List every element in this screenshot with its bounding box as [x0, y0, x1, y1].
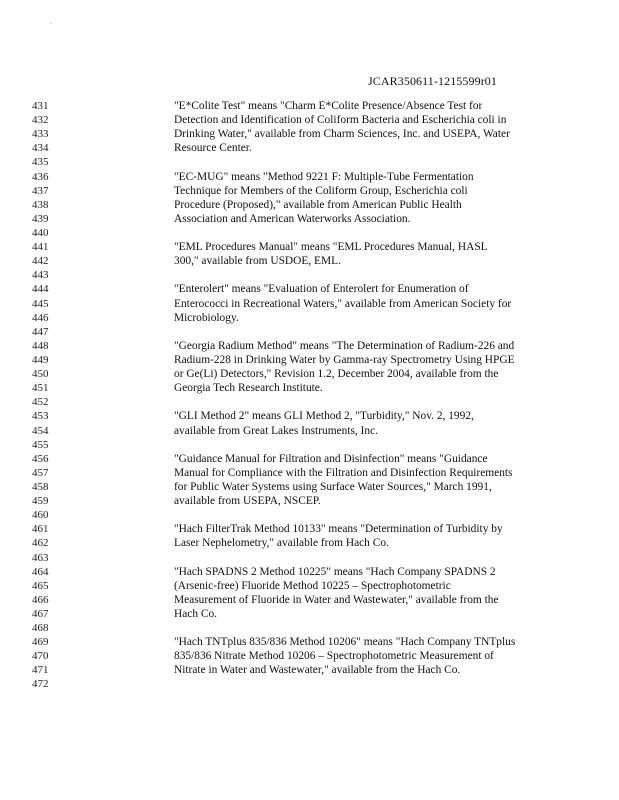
line-text: Detection and Identification of Coliform Bacteria and Escherichia coli in [174, 114, 507, 127]
line-number: 439 [32, 212, 49, 225]
text-line [0, 212, 619, 226]
line-number: 464 [32, 565, 49, 578]
line-text: or Ge(Li) Detectors," Revision 1.2, December 2004, available from the [174, 368, 499, 381]
text-line [0, 325, 619, 339]
line-text: Resource Center. [174, 142, 252, 155]
text-line [0, 480, 619, 494]
line-text: "Hach FilterTrak Method 10133" means "Determination of Turbidity by [174, 523, 503, 536]
text-line [0, 494, 619, 508]
line-text: "Enterolert" means "Evaluation of Enterolert for Enumeration of [174, 283, 469, 296]
line-text: Microbiology. [174, 311, 239, 324]
line-number: 444 [32, 283, 49, 296]
line-number: 447 [32, 325, 49, 338]
text-line [0, 677, 619, 691]
line-text: available from Great Lakes Instruments, Inc. [174, 424, 379, 437]
line-text: 300," available from USDOE, EML. [174, 255, 341, 268]
line-number: 445 [32, 297, 49, 310]
line-number: 462 [32, 537, 49, 550]
text-line [0, 141, 619, 155]
line-number: 470 [32, 650, 49, 663]
text-line [0, 381, 619, 395]
line-number: 437 [32, 184, 49, 197]
line-text: Georgia Tech Research Institute. [174, 382, 323, 395]
line-text: Radium-228 in Drinking Water by Gamma-ray Spectrometry Using HPGE [174, 353, 515, 366]
text-line [0, 452, 619, 466]
text-line [0, 438, 619, 452]
line-number: 468 [32, 622, 49, 635]
line-text: Laser Nephelometry," available from Hach Co. [174, 537, 389, 550]
text-line [0, 226, 619, 240]
text-line [0, 240, 619, 254]
text-line [0, 184, 619, 198]
text-line [0, 579, 619, 593]
line-number: 456 [32, 452, 49, 465]
text-line [0, 268, 619, 282]
line-text: "EML Procedures Manual" means "EML Procedures Manual, HASL [174, 241, 488, 254]
line-number: 454 [32, 424, 49, 437]
line-text: Manual for Compliance with the Filtration and Disinfection Requirements [174, 466, 513, 479]
line-number: 463 [32, 551, 49, 564]
line-number: 467 [32, 607, 49, 620]
line-text: Nitrate in Water and Wastewater," available from the Hach Co. [174, 664, 461, 677]
text-line [0, 536, 619, 550]
text-line [0, 127, 619, 141]
text-line [0, 113, 619, 127]
text-line [0, 649, 619, 663]
line-number: 452 [32, 396, 49, 409]
text-line [0, 99, 619, 113]
line-number: 458 [32, 480, 49, 493]
line-number: 449 [32, 353, 49, 366]
line-number: 443 [32, 269, 49, 282]
text-line [0, 508, 619, 522]
document-id: JCAR350611-1215599r01 [368, 74, 497, 88]
line-number: 457 [32, 466, 49, 479]
text-line [0, 395, 619, 409]
text-line [0, 551, 619, 565]
line-number: 435 [32, 156, 49, 169]
line-number: 433 [32, 128, 49, 141]
line-number: 451 [32, 382, 49, 395]
line-text: "EC-MUG" means "Method 9221 F: Multiple-Tube Fermentation [174, 170, 474, 183]
text-line [0, 311, 619, 325]
line-text: for Public Water Systems using Surface Water Sources," March 1991, [174, 480, 492, 493]
line-number: 455 [32, 438, 49, 451]
text-line [0, 254, 619, 268]
line-text: Drinking Water," available from Charm Sciences, Inc. and USEPA, Water [174, 128, 510, 141]
line-text: "Georgia Radium Method" means "The Determination of Radium-226 and [174, 339, 515, 352]
line-number: 441 [32, 241, 49, 254]
line-text: Procedure (Proposed)," available from American Public Health [174, 198, 462, 211]
line-number: 431 [32, 100, 49, 112]
line-number: 471 [32, 664, 49, 677]
text-line [0, 198, 619, 212]
text-line [0, 466, 619, 480]
text-line [0, 170, 619, 184]
text-line [0, 353, 619, 367]
line-text: "E*Colite Test" means "Charm E*Colite Presence/Absence Test for [174, 100, 483, 112]
line-text: 835/836 Nitrate Method 10206 – Spectrophotometric Measurement of [174, 650, 494, 663]
line-text: "Hach SPADNS 2 Method 10225" means "Hach Company SPADNS 2 [174, 565, 496, 578]
line-text: Measurement of Fluoride in Water and Wastewater," available from the [174, 593, 499, 606]
line-number: 436 [32, 170, 49, 183]
line-number: 442 [32, 255, 49, 268]
line-number: 434 [32, 142, 49, 155]
line-text: "Guidance Manual for Filtration and Disinfection" means "Guidance [174, 452, 488, 465]
line-text: Technique for Members of the Coliform Group, Escherichia coli [174, 184, 468, 197]
line-number: 438 [32, 198, 49, 211]
scan-mark: . [50, 20, 52, 26]
text-line [0, 282, 619, 296]
text-line [0, 663, 619, 677]
line-number: 472 [32, 678, 49, 691]
text-line [0, 409, 619, 423]
text-line [0, 339, 619, 353]
text-line [0, 607, 619, 621]
line-number: 432 [32, 114, 49, 127]
line-number: 450 [32, 368, 49, 381]
text-line [0, 565, 619, 579]
line-text: Hach Co. [174, 607, 218, 620]
text-line [0, 635, 619, 649]
line-number: 465 [32, 579, 49, 592]
text-line [0, 155, 619, 169]
line-number: 453 [32, 410, 49, 423]
line-text: "GLI Method 2" means GLI Method 2, "Turbidity," Nov. 2, 1992, [174, 410, 474, 423]
text-line [0, 367, 619, 381]
line-number: 440 [32, 226, 49, 239]
line-number: 448 [32, 339, 49, 352]
line-text: available from USEPA, NSCEP. [174, 495, 321, 508]
line-number: 460 [32, 509, 49, 522]
line-text: Association and American Waterworks Association. [174, 212, 411, 225]
numbered-text-body [0, 99, 619, 692]
line-number: 459 [32, 495, 49, 508]
text-line [0, 621, 619, 635]
text-line [0, 424, 619, 438]
text-line [0, 593, 619, 607]
text-line [0, 297, 619, 311]
line-number: 461 [32, 523, 49, 536]
line-text: (Arsenic-free) Fluoride Method 10225 – Spectrophotometric [174, 579, 451, 592]
line-number: 446 [32, 311, 49, 324]
line-text: Enterococci in Recreational Waters," available from American Society for [174, 297, 512, 310]
line-text: "Hach TNTplus 835/836 Method 10206" means "Hach Company TNTplus [174, 636, 516, 649]
text-line [0, 522, 619, 536]
line-number: 469 [32, 636, 49, 649]
line-number: 466 [32, 593, 49, 606]
